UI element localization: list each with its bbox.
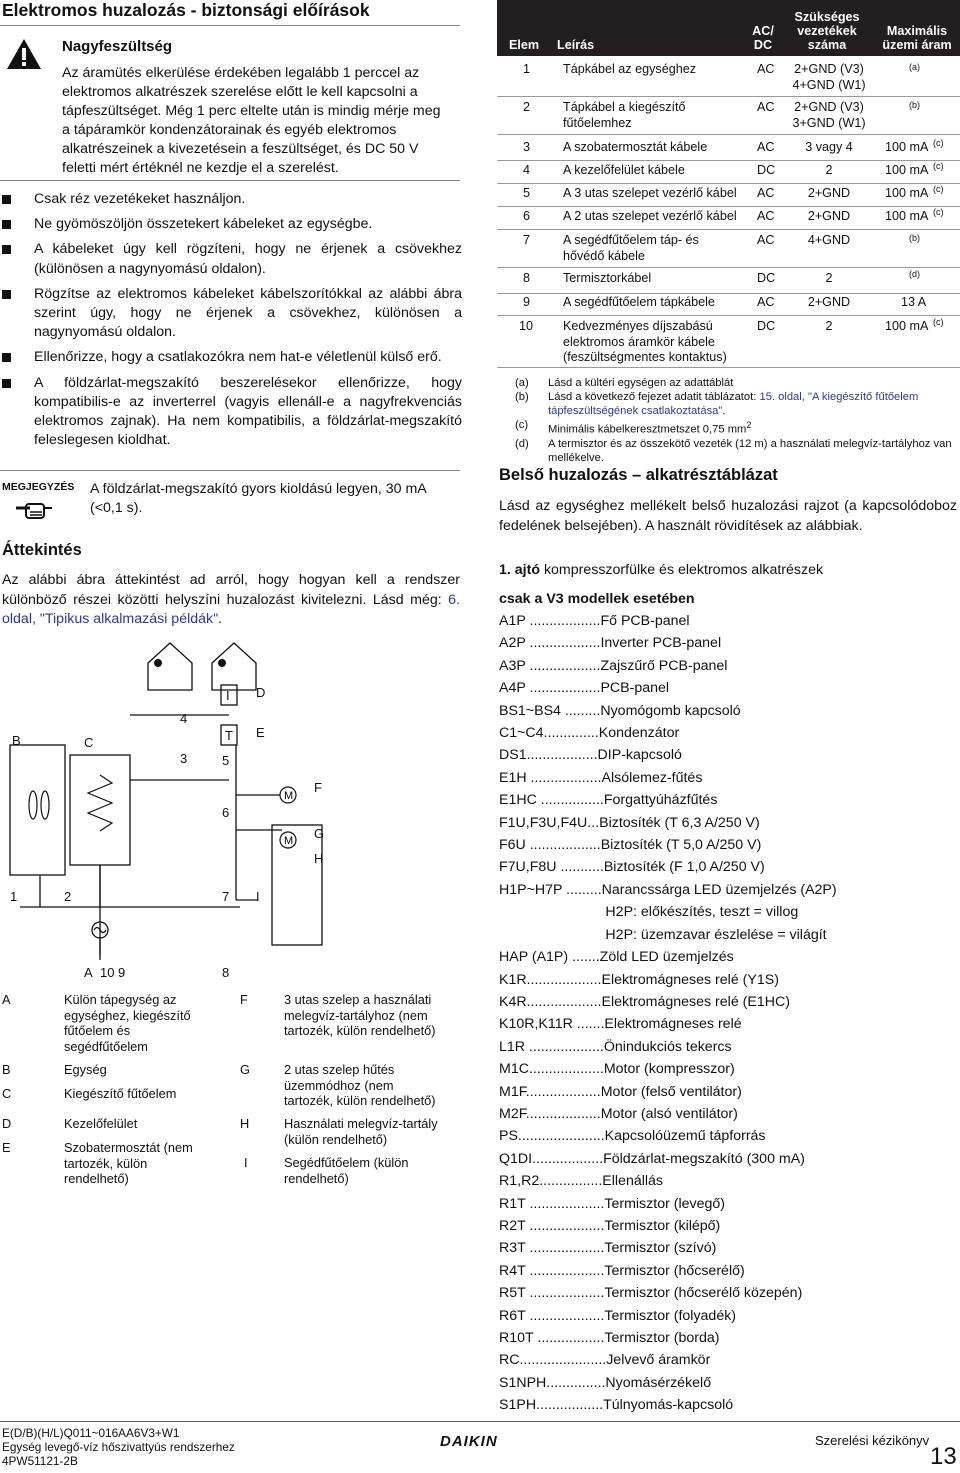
footer-left [2,1426,235,1468]
label-4: 4 [180,711,188,726]
list-item: C1~C4..............Kondenzátor [499,725,680,742]
table-row: 6 A 2 utas szelepet vezérlő kábel AC 2+GND 100 mA (c) [497,209,960,230]
list-item: H2P: üzemzavar észlelése = világít [499,926,827,943]
footnote: (a) Lásd a kültéri egységen az adattáblát [515,377,734,389]
list-item: BS1~BS4 .........Nyomógomb kapcsoló [499,702,741,719]
label-f: F [314,780,322,795]
list-item: F1U,F3U,F4U...Biztosíték (T 6,3 A/250 V) [499,814,760,831]
list-item: DS1..................DIP-kapcsoló [499,747,682,764]
list-item: PS......................Kapcsolóüzemű tápforrás [499,1128,766,1145]
label-c: C [84,735,94,750]
label-h: H [314,851,324,866]
pointing-hand-icon [16,500,52,527]
col-vezetekek: Szükséges vezetékek száma [794,10,860,52]
legend-item: D Kezelőfelület [2,1116,138,1131]
list-item: R3T ...................Termisztor (szívó) [499,1240,717,1257]
col-max: Maximális üzemi áram [882,24,952,52]
label-10: 10 [100,965,115,980]
table-row: 5 A 3 utas szelepet vezérlő kábel AC 2+GND 100 mA (c) [497,186,960,207]
page-number: 13 [930,1443,957,1470]
overview-text: Az alábbi ábra áttekintést ad arról, hogy hogyan kell a rendszer különböző részei közötti helyszíni huzalozást kivitelezni. Lásd még: 6. oldal, "Tipikus alkalmazási példák". [2,572,460,627]
list-item: M1F...................Motor (felső ventilátor) [499,1083,742,1100]
list-item: H1P~H7P .........Narancssárga LED üzemjelzés (A2P) [499,881,837,898]
list-item: K4R...................Elektromágneses relé (E1HC) [499,993,790,1010]
footnote: (c) Minimális kábelkeresztmetszet 0,75 $mm^2$ [515,419,752,436]
list-item: M2F...................Motor (alsó ventilátor) [499,1105,738,1122]
list-item: R1,R2................Ellenállás [499,1173,664,1190]
list-item: F6U ..................Biztosíték (T 5,0 A/250 V) [499,837,762,854]
label-t: T [225,728,233,743]
list-item: A2P ..................Inverter PCB-panel [499,635,722,652]
note-label: MEGJEGYZÉS [2,481,75,493]
list-item: Csak réz vezetékeket használjon. [0,190,462,209]
overview-link[interactable]: 6. oldal, "Tipikus alkalmazási példák" [2,591,460,627]
warning-title: Nagyfeszültség [62,38,173,55]
internal-text: Lásd az egységhez mellékelt belső huzalozási rajzot (a kapcsolódoboz fedelének belsejében). A használt rövidítések az alábbiak. [499,498,957,534]
footnote: (d) A termisztor és az összekötő vezeték (12 m) a használati melegvíz-tartályhoz van mellékelve. [515,437,952,464]
table-row: 2 Tápkábel a kiegészítő fűtőelemhez AC 2+GND (V3) 3+GND (W1) (b) [497,100,960,135]
list-item: A4P ..................PCB-panel [499,680,670,697]
list-item: A3P ..................Zajszűrő PCB-panel [499,657,728,674]
page-title: Elektromos huzalozás - biztonsági előírások [2,0,370,20]
footer-rule [0,1421,960,1422]
label-7: 7 [222,889,230,904]
table-row: 8 Termisztorkábel DC 2 (d) [497,271,960,294]
door-line: 1. ajtó kompresszorfülke és elektromos alkatrészek [499,562,824,578]
label-9: 9 [118,965,126,980]
list-item: Ellenőrizze, hogy a csatlakozókra nem hat-e véletlenül külső erő. [0,348,462,367]
wiring-diagram [0,635,460,985]
legend-item: G 2 utas szelep hűtés üzemmódhoz (nem tartozék, külön rendelhető) [240,1062,436,1108]
label-2: 2 [64,889,72,904]
warning-text: Az áramütés elkerülése érdekében legalább 1 perccel az elektromos alkatrészek szerelése előtt le kell kapcsolni a tápfeszültséget. Még 1 perc eltelte után is mindig mérje meg a tápáramkör kondenzátorainak és egyéb elektromos alkatrészeinek a kivezetésein a feszültséget, és DC 50 V feletti mért értéknél ne kezdje el a szerelést. [62,65,441,176]
label-b: B [12,733,21,748]
legend-item: C Kiegészítő fűtőelem [2,1086,177,1101]
list-item: R4T ...................Termisztor (hőcserélő) [499,1262,745,1279]
list-item: Rögzítse az elektromos kábeleket kábelszorítókkal az alábbi ábra szerint úgy, hogy ne érjenek a csövekhez, különösen a nagynyomású oldalon. [0,285,462,343]
legend-item: B Egység [2,1062,107,1077]
footer-product: Egység levegő-víz hőszivattyús rendszerhez [2,1440,235,1454]
table-row: 7 A segédfűtőelem táp- és hővédő kábele AC 4+GND (b) [497,233,960,268]
title-rule [0,25,460,26]
legend-item: H Használati melegvíz-tartály (külön rendelhető) [240,1116,438,1147]
footer-manual: Szerelési kézikönyv [815,1433,930,1448]
list-item: F7U,F8U ...........Biztosíték (F 1,0 A/250 V) [499,859,765,876]
list-item: R10T .................Termisztor (borda) [499,1330,720,1346]
list-item: K1R...................Elektromágneses relé (Y1S) [499,971,779,988]
label-e: E [256,725,265,740]
footer-model: E(D/B)(H/L)Q011~016AA6V3+W1 [2,1426,180,1440]
label-1: 1 [10,889,18,904]
label-3: 3 [180,751,188,766]
legend-item: I Segédfűtőelem (külön rendelhető) [244,1155,409,1186]
list-item: M1C...................Motor (kompresszor) [499,1061,735,1078]
table-row: 9 A segédfűtőelem tápkábele AC 2+GND 13 A [497,295,960,316]
daikin-logo: DAIKIN [440,1433,498,1450]
list-item: RC......................Jelvevő áramkör [499,1352,711,1369]
col-acdc: AC/ DC [752,24,774,52]
label-6: 6 [222,805,230,820]
list-item: K10R,K11R .......Elektromágneses relé [499,1016,742,1033]
list-item: Ne gyömöszöljön összetekert kábeleket az egységbe. [0,215,462,234]
table-footnotes [515,376,960,465]
component-list [499,610,837,1417]
list-item: Q1DI..................Földzárlat-megszakító (300 mA) [499,1150,805,1167]
label-5: 5 [222,753,230,768]
bullet-icon [2,220,11,229]
list-item: A1P ..................Fő PCB-panel [499,613,690,629]
table-row: 3 A szobatermosztát kábele AC 3 vagy 4 100 mA (c) [497,140,960,161]
v3-title: csak a V3 modellek esetében [499,591,695,607]
list-item: S1PH.................Túlnyomás-kapcsoló [499,1397,734,1414]
table-row: 10 Kedvezményes díjszabású elektromos áramkör kábele (feszültségmentes kontaktus) DC 2 100 mA (c) [497,319,960,368]
list-item: R6T ...................Termisztor (folyadék) [499,1307,737,1324]
internal-title: Belső huzalozás – alkatrésztáblázat [499,466,778,484]
bullet-icon [2,290,11,299]
label-i-top: I [226,688,230,703]
table-row: 1 Tápkábel az egységhez AC 2+GND (V3) 4+GND (W1) (a) [497,62,960,97]
note-text: A földzárlat-megszakító gyors kioldású legyen, 30 mA (<0,1 s). [90,481,426,516]
label-8: 8 [222,965,230,980]
label-a: A [84,965,93,980]
list-item: E1HC ................Forgattyúházfűtés [499,792,718,809]
list-item: E1H ..................Alsólemez-fűtés [499,769,703,786]
legend-item: F 3 utas szelep a használati melegvíz-tartályhoz (nem tartozék, külön rendelhető) [240,992,436,1038]
list-item: HAP (A1P) .......Zöld LED üzemjelzés [499,949,734,966]
list-item: S1NPH...............Nyomásérzékelő [499,1374,712,1391]
bullet-icon [2,353,11,362]
label-i-bot: I [256,889,260,904]
warning-icon [6,38,42,75]
legend-item: E Szobatermosztát (nem tartozék, külön rendelhető) [2,1140,193,1186]
table-row: 4 A kezelőfelület kábele DC 2 100 mA (c) [497,163,960,184]
bullet-icon [2,379,11,388]
list-item: A földzárlat-megszakító beszerelésekor ellenőrizze, hogy kompatibilis-e az inverterrel (vagyis ellenáll-e a nagyfrekvenciás elektromos zajnak). Ha nem kompatibilis, a földzárlat-megszakító feleslegesen kioldhat. [0,374,462,451]
note-rule [0,470,460,471]
legend-item: A Külön tápegység az egységhez, kiegészítő fűtőelem és segédfűtőelem [2,992,191,1054]
safety-list [0,190,462,456]
footnote-link[interactable]: 15. oldal, "A kiegészítő fűtőelem tápfeszültségének csatlakoztatása" [548,391,919,417]
warning-rule [0,180,460,181]
footnote: (b) Lásd a következő fejezet adatit táblázatot: 15. oldal, "A kiegészítő fűtőelem tápfeszültségének csatlakoztatása". [515,391,919,417]
col-leiras: Leírás [557,38,595,52]
overview-title: Áttekintés [2,541,82,559]
label-d: D [256,685,266,700]
bullet-icon [2,245,11,254]
col-elem: Elem [509,38,540,52]
label-m2: M [284,835,294,847]
label-m1: M [284,790,294,802]
bullet-icon [2,195,11,204]
footer-code: 4PW51121-2B [2,1454,78,1468]
list-item: A kábeleket úgy kell rögzíteni, hogy ne érjenek a csövekhez (különösen a nagynyomású oldalon). [0,240,462,278]
list-item: R5T ...................Termisztor (hőcserélő közepén) [499,1285,803,1302]
list-item: H2P: előkészítés, teszt = villog [499,904,799,921]
list-item: L1R ...................Önindukciós tekercs [499,1038,732,1055]
label-g: G [314,826,325,841]
list-item: R2T ...................Termisztor (kilépő) [499,1217,721,1234]
list-item: R1T ...................Termisztor (levegő) [499,1195,726,1212]
table-header [497,0,960,56]
